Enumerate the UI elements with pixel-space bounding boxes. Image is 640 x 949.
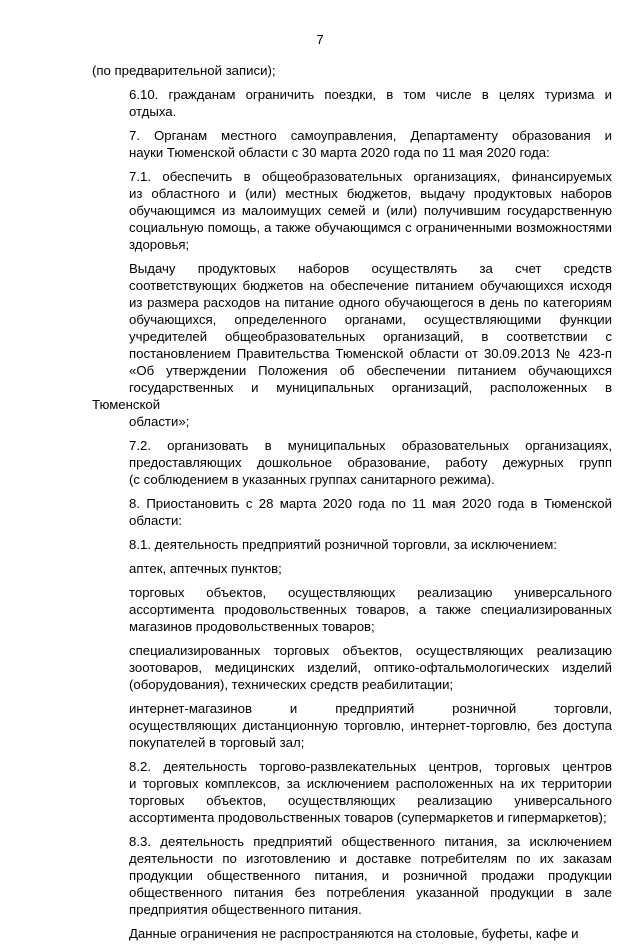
- text-line: из областного и (или) местных бюджетов, выдачу продуктовых наборов: [129, 186, 612, 201]
- text-line: продукции общественного питания, и розничной продажи продукции: [129, 868, 612, 883]
- text-line: обучающихся, определенного органами, осуществляющими функции: [129, 312, 612, 327]
- text-line: здоровья;: [129, 237, 190, 252]
- paragraph: [92, 127, 612, 161]
- text-line: осуществляющих дистанционную торговлю, интернет-торговлю, без доступа: [129, 718, 612, 733]
- text-line: (по предварительной записи);: [92, 63, 276, 78]
- paragraph: [92, 437, 612, 488]
- text-line: 6.10. гражданам ограничить поездки, в том числе в целях туризма и: [129, 87, 612, 102]
- text-line: 8.3. деятельность предприятий общественного питания, за исключением: [129, 834, 612, 849]
- paragraph: [92, 833, 612, 918]
- paragraph: [92, 758, 612, 826]
- paragraph: [92, 560, 612, 577]
- text-line: общественного питания без потребления указанной продукции в зале: [129, 885, 612, 900]
- page-number: 7: [316, 32, 324, 47]
- paragraph: [92, 536, 612, 553]
- text-line: соответствующих бюджетов на обеспечение питанием обучающихся исходя: [129, 278, 612, 293]
- text-line: 7. Органам местного самоуправления, Департаменту образования и: [129, 128, 612, 143]
- paragraph: [92, 86, 612, 120]
- text-line: учредителей общеобразовательных организаций, в соответствии с: [129, 329, 612, 344]
- paragraph: [92, 700, 612, 751]
- text-line: покупателей в торговый зал;: [129, 735, 305, 750]
- text-line: Данные ограничения не распространяются на столовые, буфеты, кафе и: [129, 926, 579, 941]
- text-line: ассортимента продовольственных товаров (супермаркетов и гипермаркетов);: [129, 810, 607, 825]
- text-line: аптек, аптечных пунктов;: [129, 561, 282, 576]
- text-line: интернет-магазинов и предприятий розничной торговли,: [129, 701, 612, 716]
- text-line: области»;: [129, 414, 190, 429]
- text-line: 8.2. деятельность торгово-развлекательных центров, торговых центров: [129, 759, 612, 774]
- text-line: Выдачу продуктовых наборов осуществлять за счет средств: [129, 261, 612, 276]
- paragraph: [92, 925, 612, 942]
- text-line: деятельности по изготовлению и доставке потребителям по их заказам: [129, 851, 612, 866]
- text-line: и торговых комплексов, за исключением расположенных на их территории: [129, 776, 612, 791]
- text-line: предприятия общественного питания.: [129, 902, 362, 917]
- paragraph: [92, 495, 612, 529]
- text-line: государственных и муниципальных организаций, расположенных в Тюменской: [92, 380, 612, 412]
- text-line: «Об утверждении Положения об обеспечении питанием обучающихся: [129, 363, 612, 378]
- text-line: 8. Приостановить с 28 марта 2020 года по 11 мая 2020 года в Тюменской: [129, 496, 612, 511]
- text-line: ассортимента продовольственных товаров, а также специализированных: [129, 602, 612, 617]
- text-line: торговых объектов, осуществляющих реализацию универсального: [129, 793, 612, 808]
- text-line: области:: [129, 513, 182, 528]
- text-line: 8.1. деятельность предприятий розничной торговли, за исключением:: [129, 537, 557, 552]
- paragraph: [92, 260, 612, 430]
- paragraph: [92, 642, 612, 693]
- text-line: из размера расходов на питание одного обучающегося в день по категориям: [129, 295, 612, 310]
- text-line: социальную помощь, а также обучающимся с ограниченными возможностями: [129, 220, 612, 235]
- text-line: 7.1. обеспечить в общеобразовательных организациях, финансируемых: [129, 169, 612, 184]
- text-line: специализированных торговых объектов, осуществляющих реализацию: [129, 643, 612, 658]
- text-line: постановлением Правительства Тюменской области от 30.09.2013 № 423-п: [129, 346, 612, 361]
- text-line: магазинов продовольственных товаров;: [129, 619, 375, 634]
- text-line: (оборудования), технических средств реабилитации;: [129, 677, 454, 692]
- paragraph: [92, 168, 612, 253]
- text-line: обучающимся из малоимущих семей и (или) получившим государственную: [129, 203, 612, 218]
- text-line: предоставляющих дошкольное образование, работу дежурных групп: [129, 455, 612, 470]
- paragraph: [92, 584, 612, 635]
- document-body: [92, 62, 612, 949]
- text-line: 7.2. организовать в муниципальных образовательных организациях,: [129, 438, 612, 453]
- text-line: торговых объектов, осуществляющих реализацию универсального: [129, 585, 612, 600]
- text-line: (с соблюдением в указанных группах санитарного режима).: [129, 472, 495, 487]
- text-line: науки Тюменской области с 30 марта 2020 года по 11 мая 2020 года:: [129, 145, 550, 160]
- text-line: зоотоваров, медицинских изделий, оптико-офтальмологических изделий: [129, 660, 612, 675]
- text-line: отдыха.: [129, 104, 177, 119]
- paragraph: [92, 62, 612, 79]
